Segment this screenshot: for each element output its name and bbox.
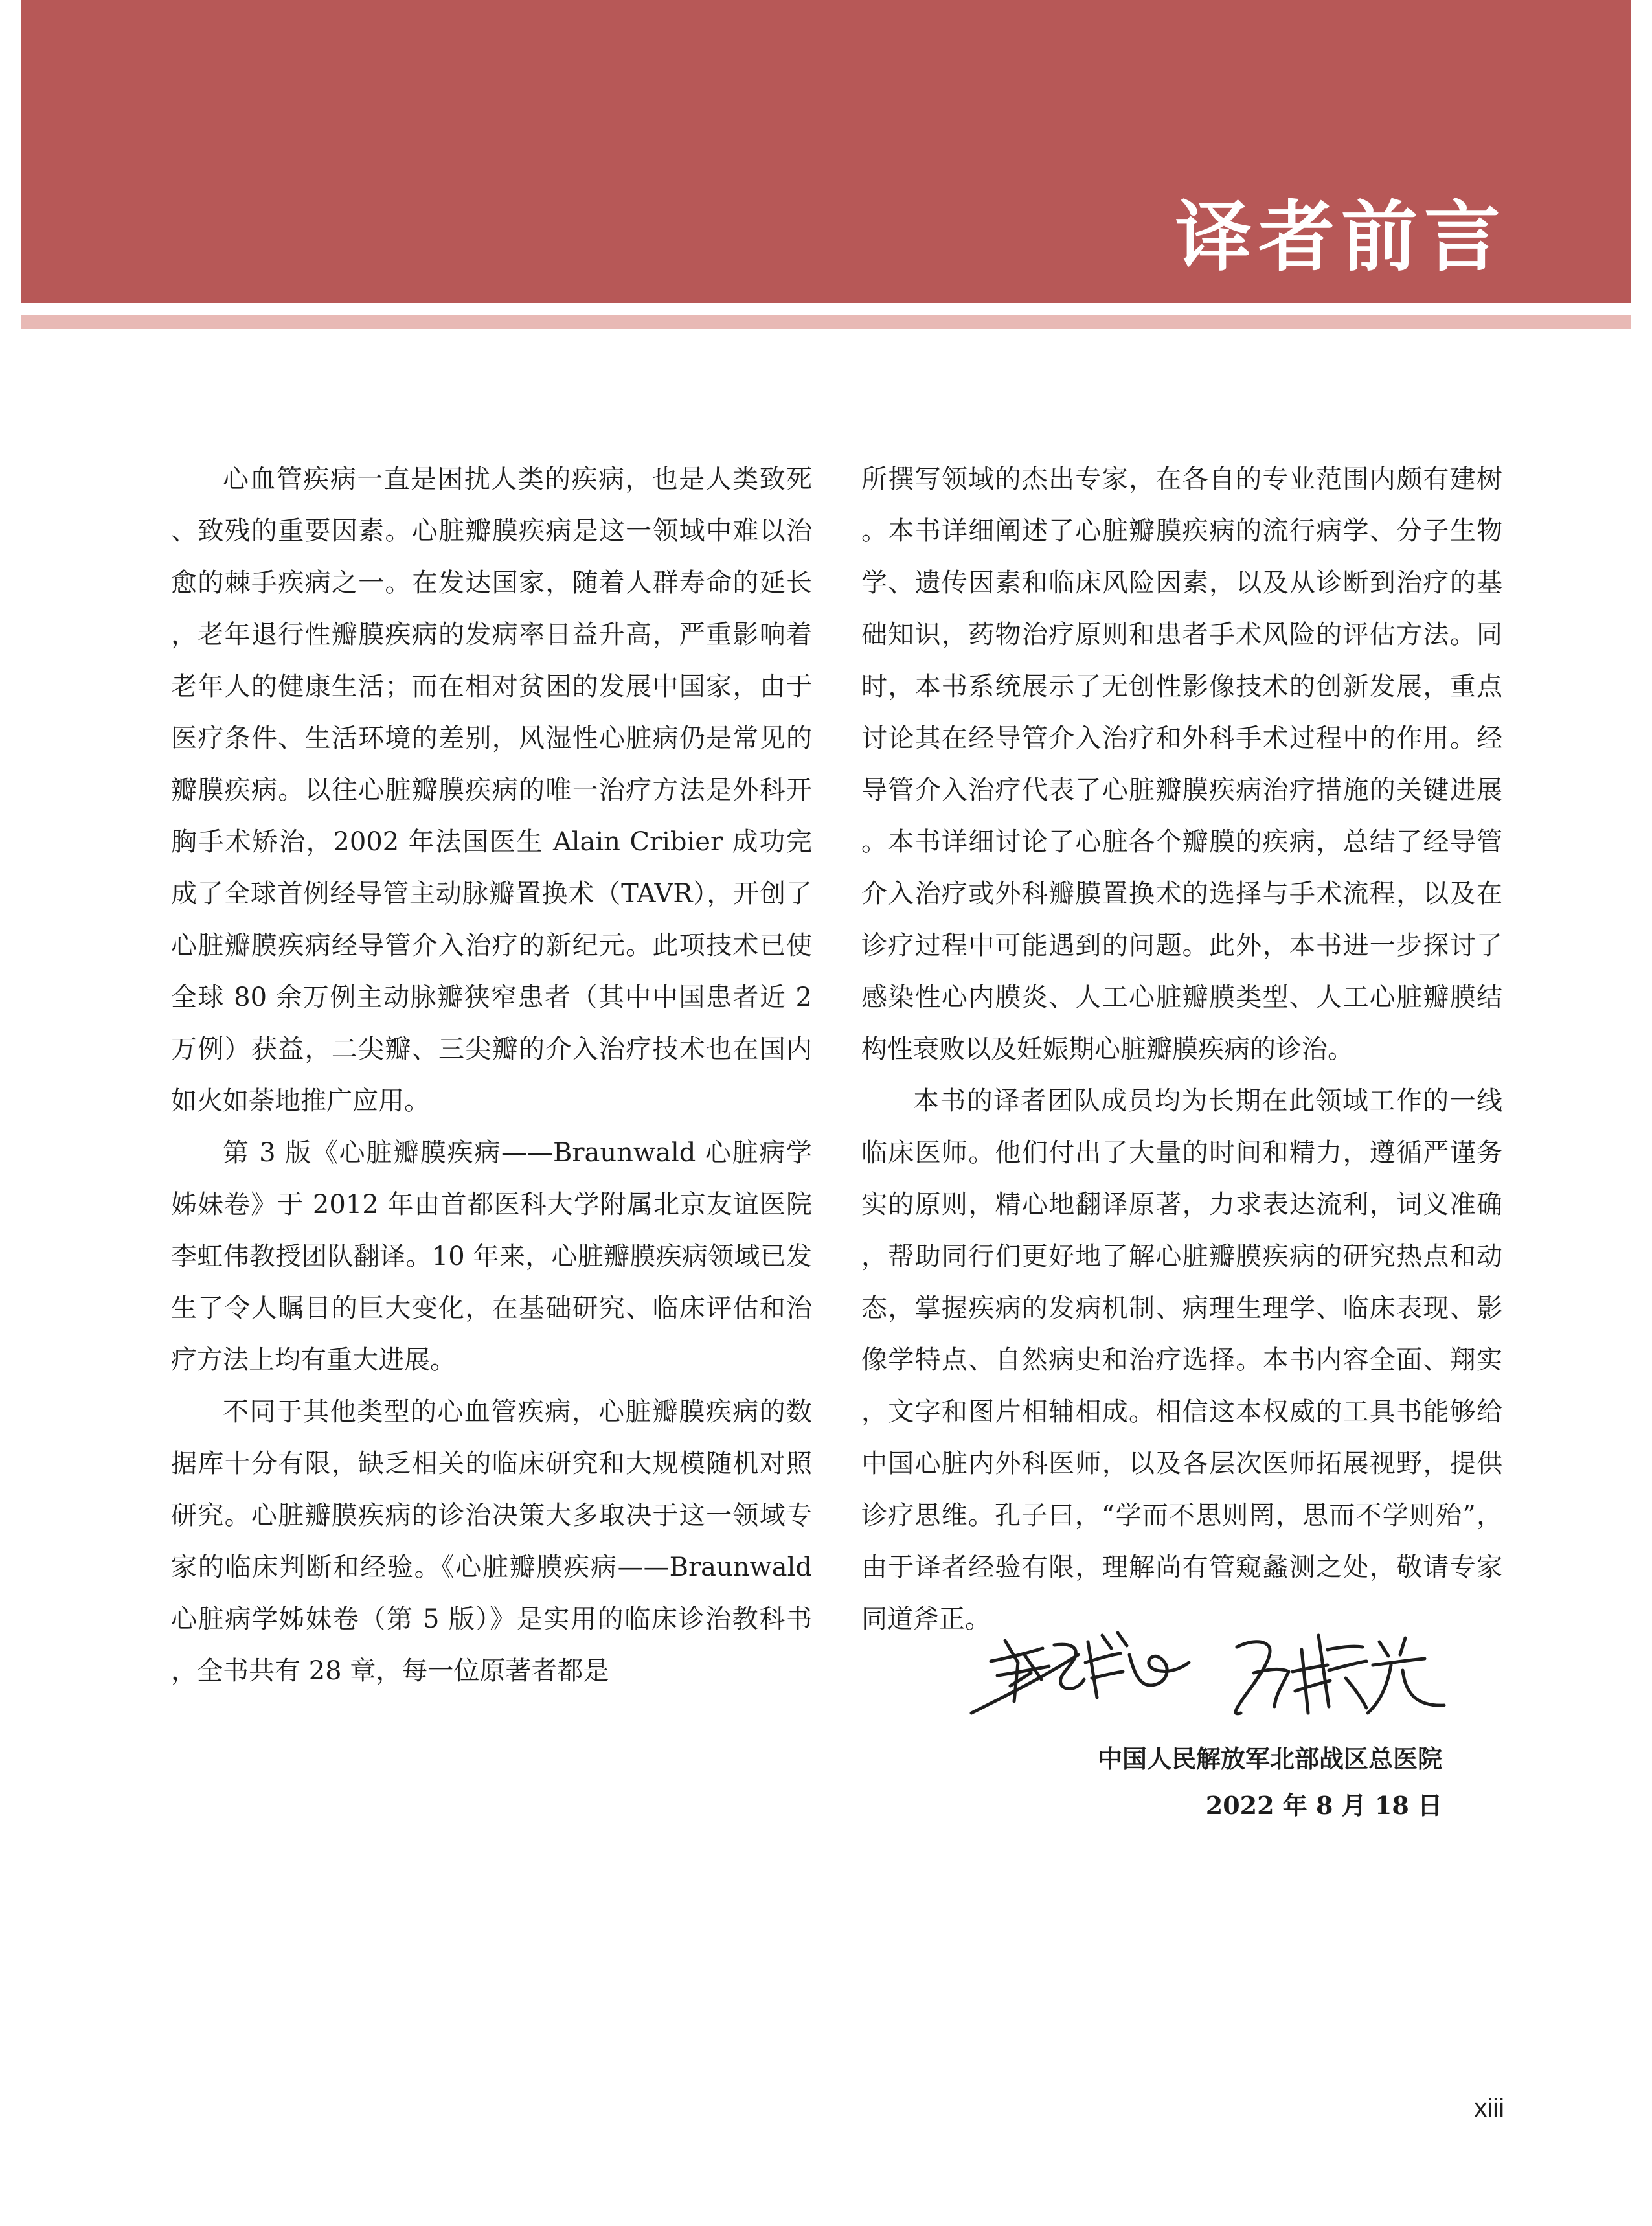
text-column-left [171, 453, 812, 1697]
header-divider-fill [21, 315, 1631, 329]
signature-2 [1236, 1635, 1444, 1714]
signature-date: 2022 年 8 月 18 日 [1205, 1791, 1442, 1820]
paragraph: 心血管疾病一直是困扰人类的疾病，也是人类致死、致残的重要因素。心脏瓣膜疾病是这一领域中难以治愈的棘手疾病之一。在发达国家，随着人群寿命的延长，老年退行性瓣膜疾病的发病率日益升高，严重影响着老年人的健康生活；而在相对贫困的发展中国家，由于医疗条件、生活环境的差别，风湿性心脏病仍是常见的瓣膜疾病。以往心脏瓣膜疾病的唯一治疗方法是外科开胸手术矫治，2002 年法国医生 Alain Cribier 成功完成了全球首例经导管主动脉瓣置换术（TAVR），开创了心脏瓣膜疾病经导管介入治疗的新纪元。此项技术已使全球 80 余万例主动脉瓣狭窄患者（其中中国患者近 2 万例）获益，二尖瓣、三尖瓣的介入治疗技术也在国内如火如荼地推广应用。 [171, 464, 812, 1116]
header-divider [21, 315, 1631, 329]
text-column-right [861, 453, 1502, 1645]
signature-organization: 中国人民解放军北部战区总医院 [1097, 1745, 1442, 1773]
paragraph-continued: 所撰写领域的杰出专家，在各自的专业范围内颇有建树。本书详细阐述了心脏瓣膜疾病的流行病学、分子生物学、遗传因素和临床风险因素，以及从诊断到治疗的基础知识，药物治疗原则和患者手术风险的评估方法。同时，本书系统展示了无创性影像技术的创新发展，重点讨论其在经导管介入治疗和外科手术过程中的作用。经导管介入治疗代表了心脏瓣膜疾病治疗措施的关键进展。本书详细讨论了心脏各个瓣膜的疾病，总结了经导管介入治疗或外科瓣膜置换术的选择与手术流程，以及在诊疗过程中可能遇到的问题。此外，本书进一步探讨了感染性心内膜炎、人工心脏瓣膜类型、人工心脏瓣膜结构性衰败以及妊娠期心脏瓣膜疾病的诊治。 [861, 464, 1502, 1064]
paragraph: 不同于其他类型的心血管疾病，心脏瓣膜疾病的数据库十分有限，缺乏相关的临床研究和大规模随机对照研究。心脏瓣膜疾病的诊治决策大多取决于这一领域专家的临床判断和经验。《心脏瓣膜疾病——Braunwald 心脏病学姊妹卷（第 5 版）》是实用的临床诊治教科书，全书共有 28 章，每一位原著者都是 [171, 1397, 812, 1686]
paragraph: 第 3 版《心脏瓣膜疾病——Braunwald 心脏病学姊妹卷》于 2012 年由首都医科大学附属北京友谊医院李虹伟教授团队翻译。10 年来，心脏瓣膜疾病领域已发生了令人瞩目的巨大变化，在基础研究、临床评估和治疗方法上均有重大进展。 [171, 1138, 812, 1375]
handwritten-signatures [965, 1616, 1457, 1742]
page-title: 译者前言 [1175, 192, 1507, 282]
signature-1 [971, 1633, 1189, 1713]
page-number: xiii [1474, 2094, 1504, 2122]
paragraph: 本书的译者团队成员均为长期在此领域工作的一线临床医师。他们付出了大量的时间和精力，遵循严谨务实的原则，精心地翻译原著，力求表达流利，词义准确，帮助同行们更好地了解心脏瓣膜疾病的研究热点和动态，掌握疾病的发病机制、病理生理学、临床表现、影像学特点、自然病史和治疗选择。本书内容全面、翔实，文字和图片相辅相成。相信这本权威的工具书能够给中国心脏内外科医师，以及各层次医师拓展视野，提供诊疗思维。孔子曰，“学而不思则罔，思而不学则殆”，由于译者经验有限，理解尚有管窥蠡测之处，敬请专家同道斧正。 [861, 1086, 1502, 1634]
